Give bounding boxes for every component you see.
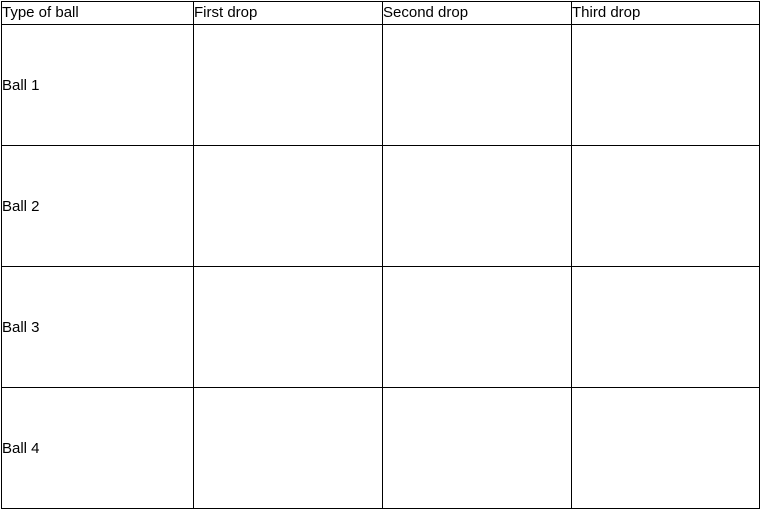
cell-ball-3-second-drop[interactable] — [383, 267, 572, 388]
column-header-third-drop: Third drop — [572, 2, 760, 25]
row-label-ball-2: Ball 2 — [2, 146, 194, 267]
cell-ball-4-second-drop[interactable] — [383, 388, 572, 509]
cell-ball-1-third-drop[interactable] — [572, 25, 760, 146]
cell-ball-2-third-drop[interactable] — [572, 146, 760, 267]
cell-ball-4-first-drop[interactable] — [194, 388, 383, 509]
cell-ball-2-first-drop[interactable] — [194, 146, 383, 267]
cell-ball-1-second-drop[interactable] — [383, 25, 572, 146]
ball-drop-data-table — [1, 1, 760, 509]
cell-ball-3-first-drop[interactable] — [194, 267, 383, 388]
column-header-first-drop: First drop — [194, 2, 383, 25]
cell-ball-1-first-drop[interactable] — [194, 25, 383, 146]
table-body — [2, 25, 760, 509]
row-label-ball-3: Ball 3 — [2, 267, 194, 388]
table-row — [2, 388, 760, 509]
cell-ball-3-third-drop[interactable] — [572, 267, 760, 388]
column-header-second-drop: Second drop — [383, 2, 572, 25]
table-row — [2, 146, 760, 267]
cell-ball-2-second-drop[interactable] — [383, 146, 572, 267]
table-header — [2, 2, 760, 25]
row-label-ball-4: Ball 4 — [2, 388, 194, 509]
column-header-type-of-ball: Type of ball — [2, 2, 194, 25]
row-label-ball-1: Ball 1 — [2, 25, 194, 146]
cell-ball-4-third-drop[interactable] — [572, 388, 760, 509]
table-header-row — [2, 2, 760, 25]
table-row — [2, 267, 760, 388]
table-row — [2, 25, 760, 146]
